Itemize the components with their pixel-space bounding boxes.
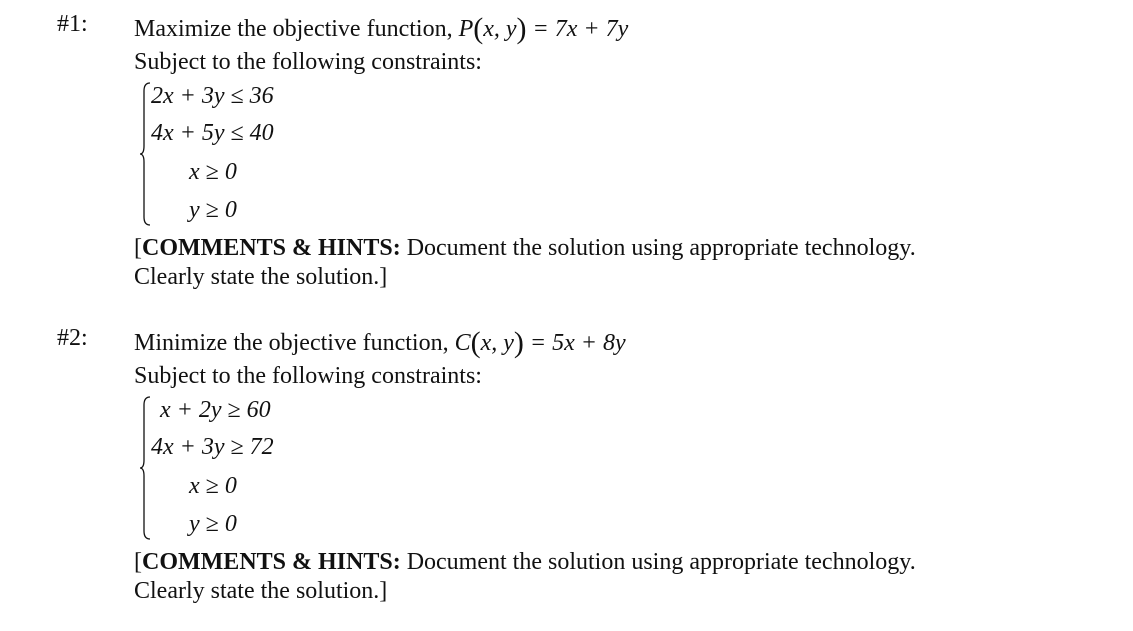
constraint-2: 4x + 5y ≤ 40	[151, 120, 274, 146]
objective-function: Maximize the objective function, P(x, y) = 7x + 7y	[134, 12, 629, 45]
function-name: P	[458, 16, 474, 42]
function-name: C	[454, 330, 471, 356]
objective-function: Minimize the objective function, C(x, y) = 5x + 8y	[134, 326, 626, 359]
comments-hints: [COMMENTS & HINTS: Document the solution using appropriate technology. Clearly state the solution.]	[134, 549, 916, 604]
comments-hints: [COMMENTS & HINTS: Document the solution using appropriate technology. Clearly state the solution.]	[134, 235, 916, 290]
constraint-3: x ≥ 0	[189, 473, 237, 499]
function-rhs: = 7x + 7y	[532, 16, 629, 42]
constraints-heading: Subject to the following constraints:	[134, 49, 482, 75]
comments-line2: Clearly state the solution.]	[134, 264, 388, 290]
comments-text: Document the solution using appropriate technology.	[406, 235, 916, 261]
constraint-4: y ≥ 0	[189, 197, 237, 223]
comments-line2: Clearly state the solution.]	[134, 578, 388, 604]
objective-intro: Minimize the objective function,	[134, 330, 449, 356]
constraint-1: 2x + 3y ≤ 36	[151, 83, 274, 109]
problem-1	[0, 0, 1133, 310]
constraint-4: y ≥ 0	[189, 511, 237, 537]
constraint-1: x + 2y ≥ 60	[160, 397, 271, 423]
function-args: x, y	[483, 16, 517, 42]
constraint-2: 4x + 3y ≥ 72	[151, 434, 274, 460]
comments-text: Document the solution using appropriate technology.	[406, 549, 916, 575]
problem-2	[0, 314, 1133, 624]
problem-number: #2:	[57, 325, 88, 351]
constraints-heading: Subject to the following constraints:	[134, 363, 482, 389]
problem-number: #1:	[57, 11, 88, 37]
objective-intro: Maximize the objective function,	[134, 16, 453, 42]
function-rhs: = 5x + 8y	[529, 330, 626, 356]
constraint-3: x ≥ 0	[189, 159, 237, 185]
comments-label: COMMENTS & HINTS:	[142, 235, 401, 261]
function-args: x, y	[480, 330, 514, 356]
left-brace-icon	[139, 82, 151, 226]
comments-label: COMMENTS & HINTS:	[142, 549, 401, 575]
left-brace-icon	[139, 396, 151, 540]
